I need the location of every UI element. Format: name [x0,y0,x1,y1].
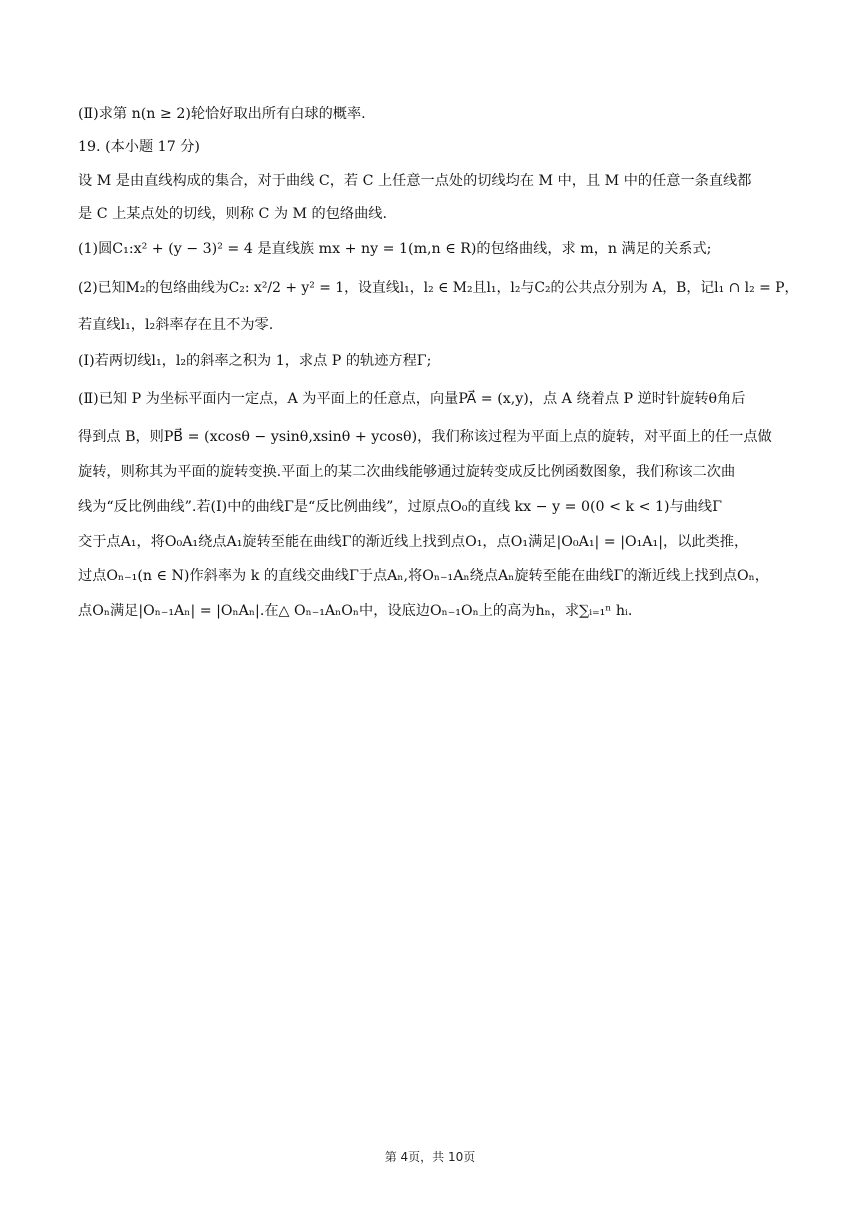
text-line-12: 线为“反比例曲线”.若(Ⅰ)中的曲线Γ是“反比例曲线”，过原点O₀的直线 kx − y = 0(0 < k < 1)与曲线Γ [78,499,722,515]
text-line-6: (2)已知M₂的包络曲线为C₂: x²/2 + y² = 1，设直线l₁，l₂ ∈ M₂且l₁，l₂与C₂的公共点分别为 A，B，记l₁ ∩ l₂ = P， [78,280,799,296]
text-line-4: 是 C 上某点处的切线，则称 C 为 M 的包络曲线. [78,206,387,222]
text-line-3: 设 M 是由直线构成的集合，对于曲线 C，若 C 上任意一点处的切线均在 M 中，且 M 中的任意一条直线都 [78,173,752,189]
page-footer: 第 4页，共 10页 [384,1150,476,1164]
text-line-15: 点Oₙ满足|Oₙ₋₁Aₙ| = |OₙAₙ|.在△ Oₙ₋₁AₙOₙ中，设底边Oₙ₋₁Oₙ上的高为hₙ，求∑ᵢ₌₁ⁿ hᵢ. [78,603,633,619]
text-line-1: (Ⅱ)求第 n(n ≥ 2)轮恰好取出所有白球的概率. [78,106,366,122]
text-line-9: (Ⅱ)已知 P 为坐标平面内一定点，A 为平面上的任意点，向量PA⃗ = (x,y)，点 A 绕着点 P 逆时针旋转θ角后 [78,391,746,407]
text-line-13: 交于点A₁，将O₀A₁绕点A₁旋转至能在曲线Γ的渐近线上找到点O₁，点O₁满足|O₀A₁| = |O₁A₁|，以此类推， [78,534,749,550]
text-line-14: 过点Oₙ₋₁(n ∈ N)作斜率为 k 的直线交曲线Γ于点Aₙ,将Oₙ₋₁Aₙ绕点Aₙ旋转至能在曲线Γ的渐近线上找到点Oₙ， [78,568,769,584]
text-line-11: 旋转，则称其为平面的旋转变换.平面上的某二次曲线能够通过旋转变成反比例函数图象，我们称该二次曲 [78,464,736,480]
text-line-2: 19. (本小题 17 分) [78,139,200,155]
text-line-8: (Ⅰ)若两切线l₁，l₂的斜率之积为 1，求点 P 的轨迹方程Γ; [78,353,432,369]
text-line-5: (1)圆C₁:x² + (y − 3)² = 4 是直线族 mx + ny = 1(m,n ∈ R)的包络曲线，求 m，n 满足的关系式; [78,241,712,257]
text-line-7: 若直线l₁，l₂斜率存在且不为零. [78,317,274,333]
text-line-10: 得到点 B，则PB⃗ = (xcosθ − ysinθ,xsinθ + ycosθ)，我们称该过程为平面上点的旋转，对平面上的任一点做 [78,429,772,445]
